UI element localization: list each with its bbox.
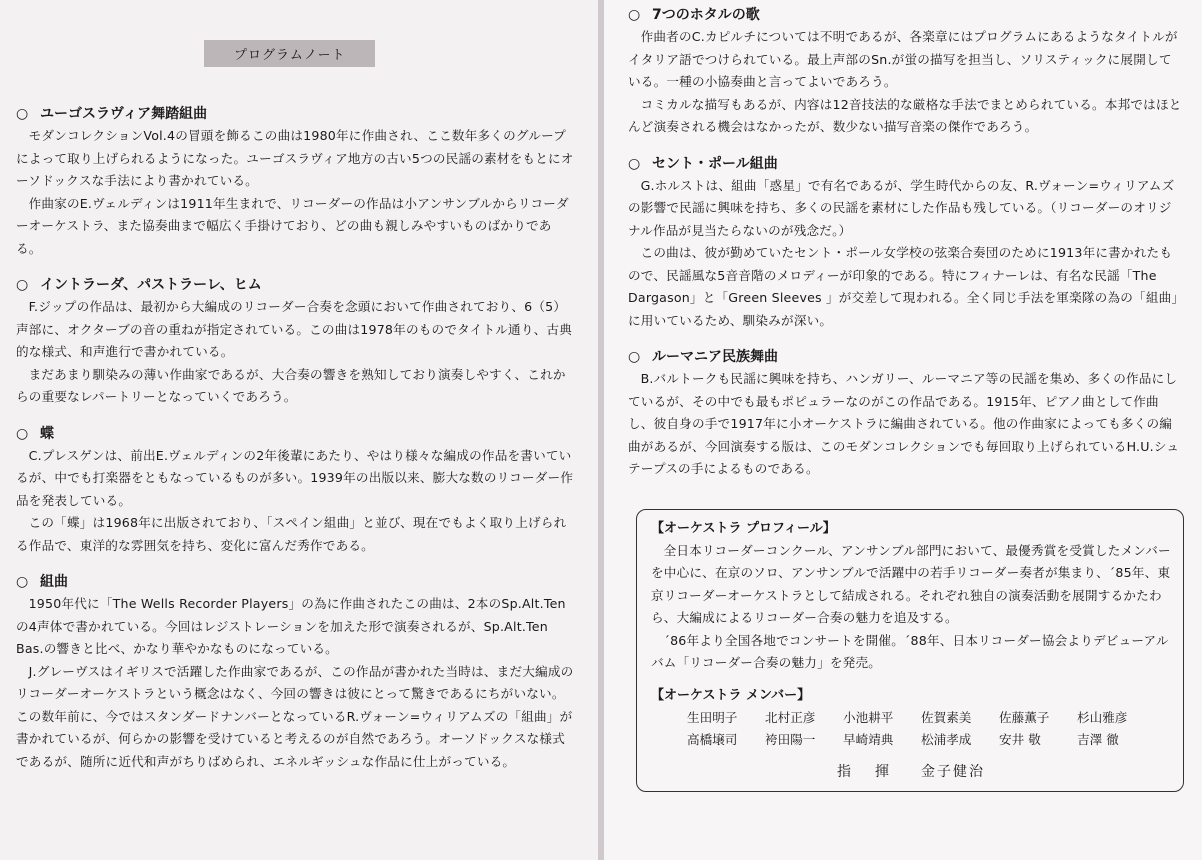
paragraph: F.ジップの作品は、最初から大編成のリコーダー合奏を念頭において作曲されており、6（5）声部に、オクターブの音の重ねが指定されている。この曲は1978年のものでタイトル通り、古典的な様式、和声進行で書かれている。	[16, 299, 573, 359]
circle-marker: ○	[16, 425, 29, 442]
section-title: ルーマニア民族舞曲	[652, 349, 778, 365]
paragraph: まだあまり馴染みの薄い作曲家であるが、大合奏の響きを熟知しており演奏しやすく、これからの重要なレパートリーとなっていくであろう。	[16, 366, 566, 404]
profile-heading: 【オーケストラ プロフィール】	[651, 520, 836, 536]
section-title: 組曲	[40, 574, 68, 590]
section-yugoslavia	[16, 103, 576, 260]
section-st-paul	[628, 153, 1184, 333]
section-title: 7つのホタルの歌	[652, 7, 760, 23]
section-title: セント・ポール組曲	[652, 155, 778, 172]
section-heading	[16, 274, 576, 296]
program-notes-title: プログラムノート	[204, 40, 375, 67]
member-name: 早崎靖典	[843, 731, 894, 747]
circle-marker: ○	[16, 574, 29, 590]
section-butterfly	[16, 423, 576, 558]
member-name: 北村正彦	[765, 709, 816, 725]
circle-marker: ○	[628, 7, 641, 23]
member-name: 松浦孝成	[921, 731, 972, 747]
section-fireflies	[628, 4, 1184, 139]
member-name: 袴田陽一	[765, 731, 816, 747]
section-romanian	[628, 346, 1184, 481]
member-name: 小池耕平	[843, 709, 894, 725]
paragraph: 1950年代に「The Wells Recorder Players」の為に作曲されたこの曲は、2本のSp.Alt.Tenの4声体で書かれている。今回はレジストレーションを加えた形で演奏されるが、Sp.Alt.Ten Bas.の響きと比べ、かなり華やかなものになっている。	[16, 596, 566, 656]
paragraph: J.グレーヴスはイギリスで活躍した作曲家であるが、この作品が書かれた当時は、まだ大編成のリコーダーオーケストラという概念はなく、今回の響きは彼にとって驚きであるにちがいない。この数年前に、今ではスタンダードナンバーとなっているR.ヴォーン=ウィリアムズの「組曲」が書かれているが、何らかの影響を受けていると考えるのが自然であろう。オーソドックスな様式であるが、随所に近代和声がちりばめられ、エネルギッシュな作品に仕上がっている。	[16, 663, 574, 769]
circle-marker: ○	[628, 349, 641, 365]
profile-paragraph: 全日本リコーダーコンクール、アンサンブル部門において、最優秀賞を受賞したメンバーを中心に、在京のソロ、アンサンブルで活躍中の若手リコーダー奏者が集まり、´85年、東京リコーダーオーケストラとして結成される。それぞれ独自の演奏活動を展開するかたわら、大編成によるリコーダー合奏の魅力を追及する。	[651, 542, 1171, 625]
right-page	[604, 0, 1202, 860]
conductor-label: 指	[837, 763, 853, 780]
member-name: 高橋壌司	[687, 731, 738, 747]
section-intrada	[16, 274, 576, 409]
paragraph: 作曲家のE.ヴェルディンは1911年生まれで、リコーダーの作品は小アンサンブルからリコーダーオーケストラ、また協奏曲まで幅広く手掛けており、どの曲も親しみやすいものばかりである。	[16, 195, 569, 256]
paragraph: 作曲者のC.カピルチについては不明であるが、各楽章にはプログラムにあるようなタイトルがイタリア語でつけられている。最上声部のSn.が蛍の描写を担当し、ソリスティックに展開している。一種の小協奏曲と言ってよいであろう。	[628, 29, 1178, 89]
members-list	[687, 707, 1171, 751]
section-heading	[628, 346, 1184, 368]
members-heading: 【オーケストラ メンバー】	[651, 687, 811, 703]
paragraph: G.ホルストは、組曲「惑星」で有名であるが、学生時代からの友、R.ヴォーン=ウィリアムズの影響で民謡に興味を持ち、多くの民謡を素材にした作品も残している。（リコーダーのオリジナル作品が見当たらないのが残念だ。）	[628, 177, 1175, 238]
paragraph: C.プレスゲンは、前出E.ヴェルディンの2年後輩にあたり、やはり様々な編成の作品を書いているが、中でも打楽器をともなっているものが多い。1939年の出版以来、膨大な数のリコーダー作品を発表している。	[16, 447, 574, 508]
section-title: イントラーダ、パストラーレ、ヒム	[40, 277, 262, 293]
paragraph: この曲は、彼が勤めていたセント・ポール女学校の弦楽合奏団のために1913年に書かれたもので、民謡風な5音音階のメロディーが印象的である。特にフィナーレは、有名な民謡「The Dargason」と「Green Sleeves 」が交差して現われる。全く同じ手法を軍楽隊の為の「組曲」に用いているため、馴染みが深い。	[628, 245, 1178, 328]
section-title: ユーゴスラヴィア舞踏組曲	[40, 106, 208, 122]
section-heading	[16, 103, 576, 125]
circle-marker: ○	[16, 277, 29, 293]
paragraph: コミカルな描写もあるが、内容は12音技法的な厳格な手法でまとめられている。本邦ではほとんど演奏される機会はなかったが、数少ない描写音楽の傑作であろう。	[628, 96, 1182, 134]
paragraph: B.バルトークも民謡に興味を持ち、ハンガリー、ルーマニア等の民謡を集め、多くの作品にしているが、その中でも最もポピュラーなのがこの作品である。1915年、ピアノ曲として作曲し、彼自身の手で1917年に小オーケストラに編曲されている。他の作曲家によっても多くの編曲があるが、今回演奏する版は、このモダンコレクションでも毎回取り上げられているH.U.シュテープスの手によるものである。	[628, 371, 1180, 476]
member-name: 生田明子	[687, 709, 738, 725]
member-name: 佐藤薫子	[999, 709, 1050, 725]
circle-marker: ○	[628, 155, 641, 172]
member-name: 安井 敬	[999, 731, 1041, 747]
section-heading	[628, 153, 1184, 175]
paragraph: モダンコレクションVol.4の冒頭を飾るこの曲は1980年に作曲され、ここ数年多くのグループによって取り上げられるようになった。ユーゴスラヴィア地方の古い5つの民謡の素材をもとにオーソドックスな手法により書かれている。	[16, 128, 574, 188]
section-heading	[16, 423, 576, 445]
conductor-label: 揮	[875, 763, 891, 780]
left-page	[0, 0, 598, 860]
orchestra-profile-box	[636, 509, 1184, 792]
section-suite	[16, 571, 576, 773]
paragraph: この「蝶」は1968年に出版されており、「スペイン組曲」と並び、現在でもよく取り上げられる作品で、東洋的な雰囲気を持ち、変化に富んだ秀作である。	[16, 515, 567, 553]
member-name: 杉山雅彦	[1077, 709, 1128, 725]
conductor-line	[651, 761, 1171, 781]
section-title: 蝶	[40, 425, 54, 442]
member-name: 吉澤 徹	[1077, 731, 1119, 747]
member-name: 佐賀素美	[921, 709, 972, 725]
conductor-name: 金子健治	[921, 763, 985, 780]
section-heading	[628, 4, 1184, 26]
circle-marker: ○	[16, 106, 29, 122]
section-heading	[16, 571, 576, 593]
profile-paragraph: ´86年より全国各地でコンサートを開催。´88年、日本リコーダー協会よりデビューアルバム「リコーダー合奏の魅力」を発売。	[651, 632, 1169, 670]
